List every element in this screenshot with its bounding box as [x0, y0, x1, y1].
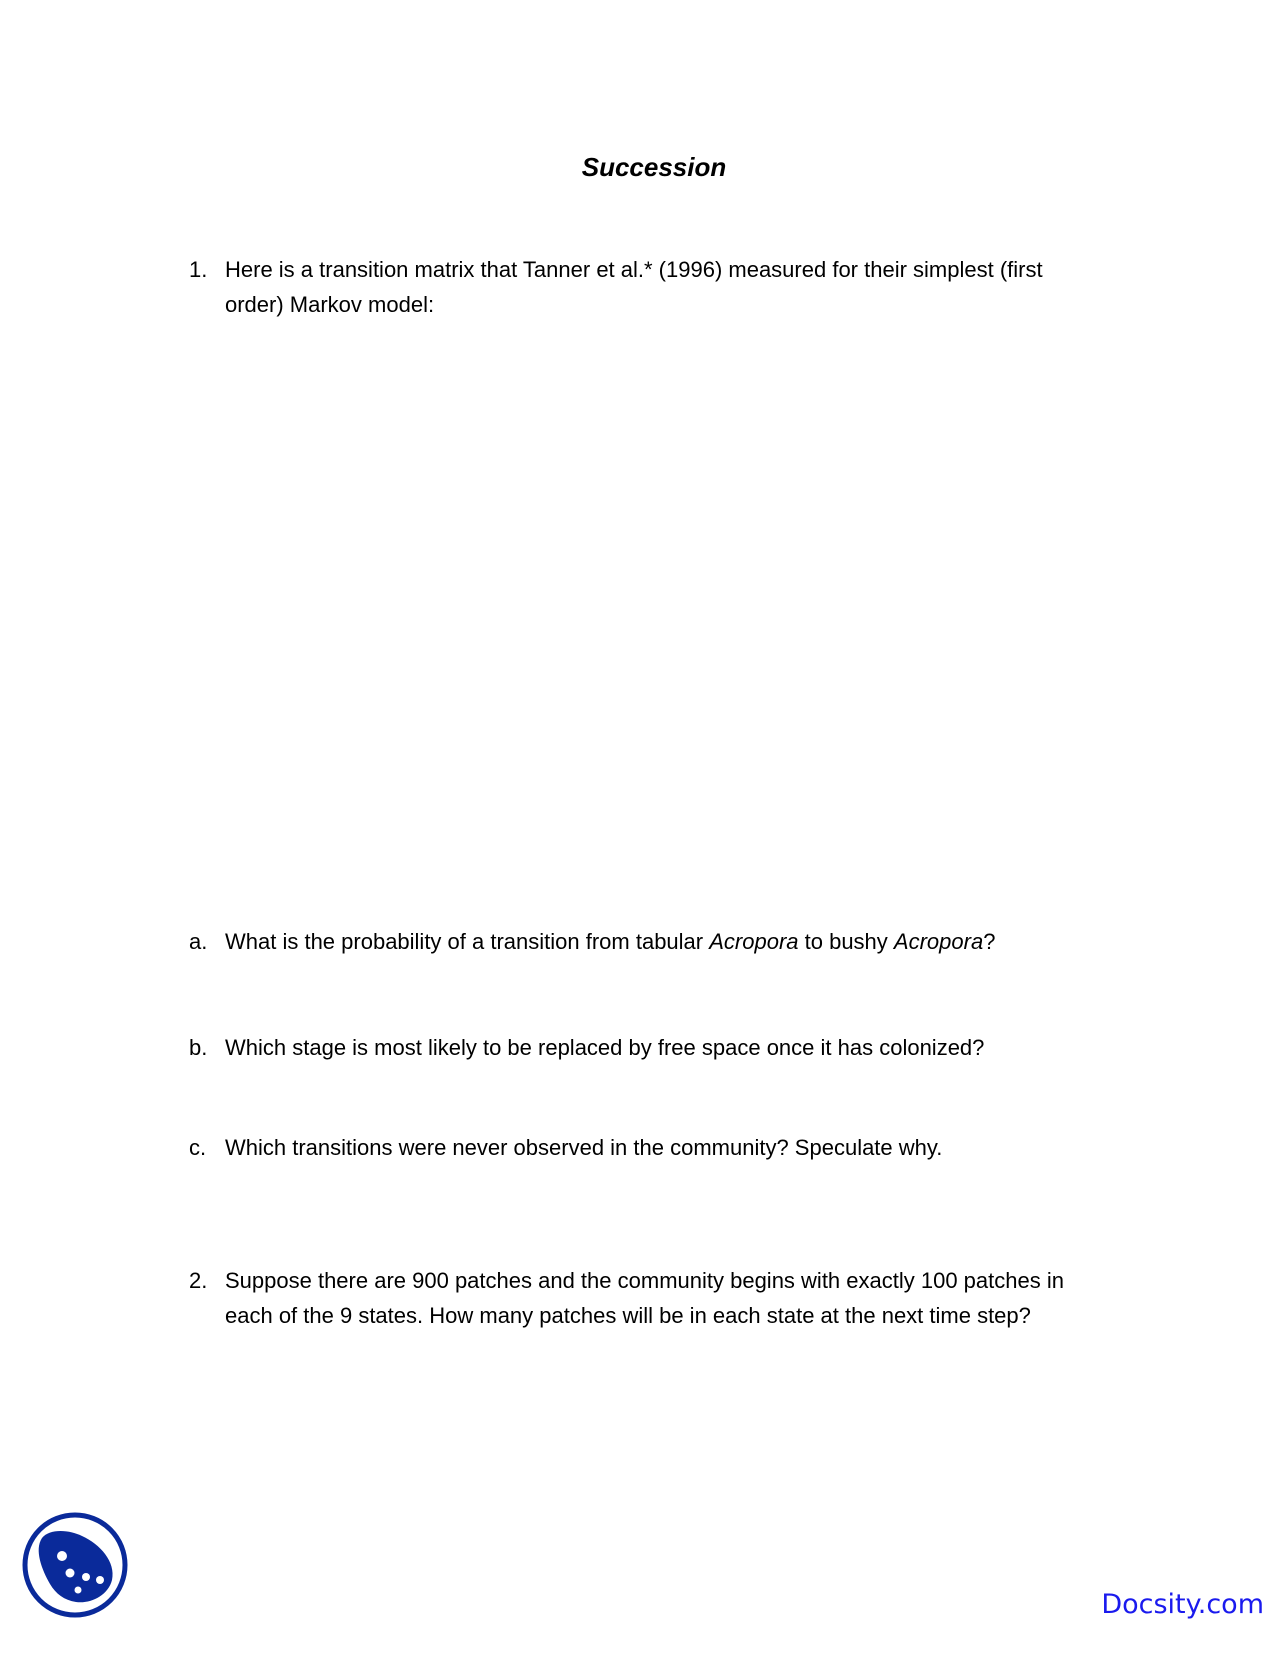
docsity-logo-icon[interactable]	[20, 1510, 130, 1620]
question-1-line-2: order) Markov model:	[225, 292, 435, 317]
question-a-middle: to bushy	[798, 929, 894, 954]
question-a-suffix: ?	[983, 929, 996, 954]
question-2-line-1: Suppose there are 900 patches and the community begins with exactly 100 patches in	[225, 1268, 1064, 1293]
question-b-line: Which stage is most likely to be replaced by free space once it has colonized?	[225, 1035, 985, 1060]
question-1-marker: 1.	[189, 257, 208, 282]
question-1-text	[225, 252, 1115, 322]
question-b-text	[225, 1030, 1115, 1065]
docsity-logo-graphic	[20, 1510, 130, 1620]
question-2-line-2: each of the 9 states. How many patches will be in each state at the next time step?	[225, 1303, 1031, 1328]
question-a-term-2: Acropora	[893, 929, 984, 954]
question-a-line	[225, 924, 1115, 959]
question-a-prefix: What is the probability of a transition from tabular	[225, 929, 710, 954]
document-title: Succession	[581, 152, 727, 182]
question-c-marker: c.	[189, 1135, 207, 1160]
question-a-marker: a.	[189, 929, 208, 954]
question-2-marker: 2.	[189, 1268, 208, 1293]
question-a-term-1: Acropora	[709, 929, 799, 954]
question-b-marker: b.	[189, 1035, 208, 1060]
question-c-line: Which transitions were never observed in the community? Speculate why.	[225, 1135, 943, 1160]
question-a-text	[225, 924, 1115, 959]
question-2-text	[225, 1263, 1115, 1333]
docsity-brand-link[interactable]: Docsity.com	[1101, 1589, 1264, 1620]
question-c-text	[225, 1130, 1115, 1165]
question-1-line-1: Here is a transition matrix that Tanner et al.* (1996) measured for their simplest (first	[225, 257, 1043, 282]
